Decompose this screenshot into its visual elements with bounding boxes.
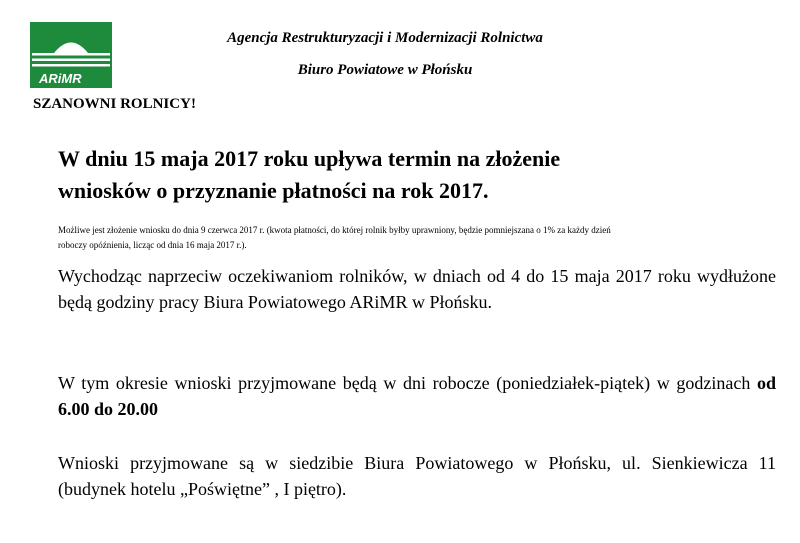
office-address-paragraph: Wnioski przyjmowane są w siedzibie Biura Powiatowego w Płońsku, ul. Sienkiewicza 11 (budynek hotelu „Poświętne” , I piętro). [58,453,776,499]
headline-line-1: W dniu 15 maja 2017 roku upływa termin na złożenie [58,146,561,171]
logo-text: ARiMR [39,71,82,86]
greeting: SZANOWNI ROLNICY! [33,96,196,112]
acceptance-hours-value: od 6.00 do 20.00 [58,373,777,419]
headline [58,143,758,207]
acceptance-hours-paragraph [58,370,776,422]
office-hours-paragraph: Wychodząc naprzeciw oczekiwaniom rolników, w dniach od 4 do 15 maja 2017 roku wydłużone będą godziny pracy Biura Powiatowego ARiMR w Płońsku. [58,266,776,312]
note-line-2: roboczy opóźnienia, licząc od dnia 16 maja 2017 r.). [58,240,247,250]
acceptance-hours-text: W tym okresie wnioski przyjmowane będą w dni robocze (poniedziałek-piątek) w godzinach [58,373,751,393]
headline-line-2: wniosków o przyznanie płatności na rok 2017. [58,178,489,203]
office-name: Biuro Powiatowe w Płońsku [297,62,473,78]
deadline-note [58,223,776,253]
note-line-1: Możliwe jest złożenie wniosku do dnia 9 czerwca 2017 r. (kwota płatności, do której rolnik byłby uprawniony, będzie pomniejszana o 1% za każdy dzień [58,225,611,235]
agency-name: Agencja Restrukturyzacji i Modernizacji Rolnictwa [227,30,543,46]
